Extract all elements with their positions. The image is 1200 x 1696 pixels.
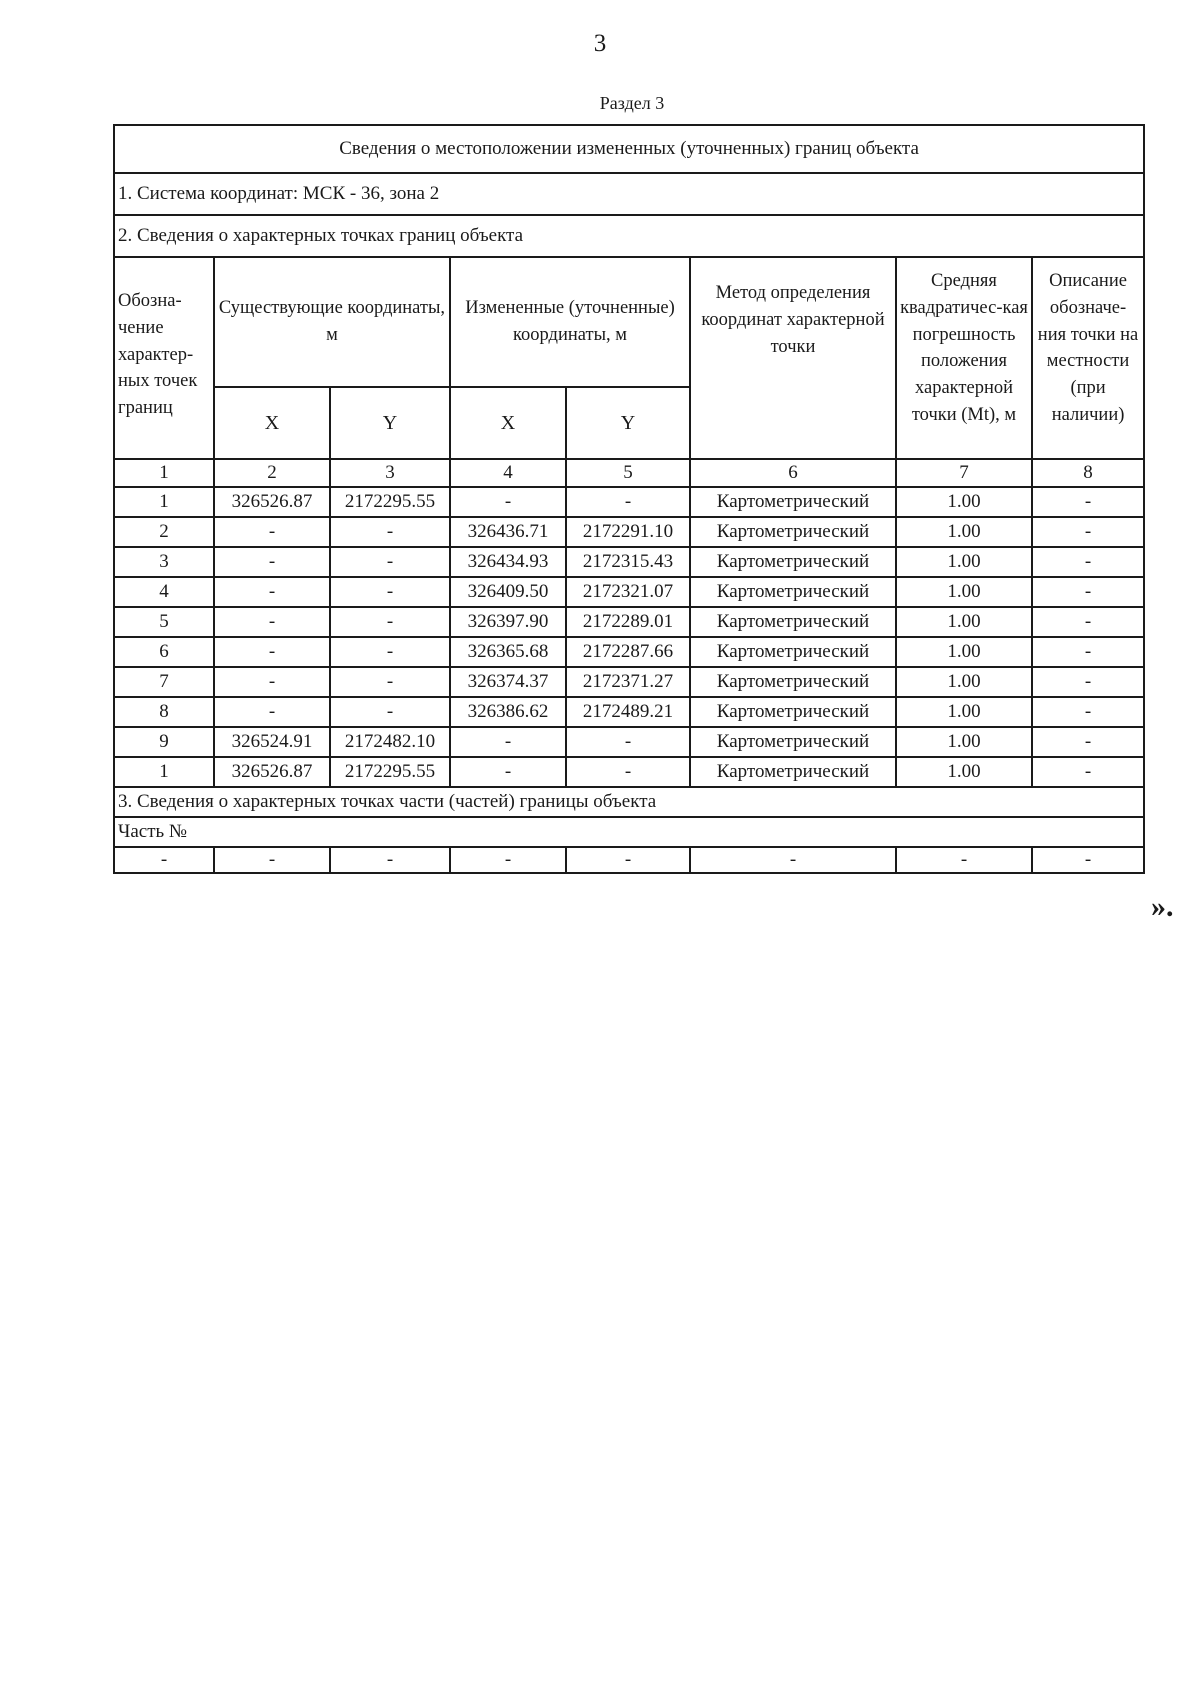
table-cell: 2172482.10 (330, 727, 450, 757)
table-cell: - (566, 487, 690, 517)
boundary-points-table (113, 124, 1145, 874)
table-title: Сведения о местоположении измененных (уточненных) границ объекта (114, 125, 1144, 173)
table-cell: - (214, 667, 330, 697)
table-cell: 9 (114, 727, 214, 757)
table-cell: 326365.68 (450, 637, 566, 667)
part-row (114, 847, 1144, 873)
table-cell: - (330, 637, 450, 667)
table-cell: 2172315.43 (566, 547, 690, 577)
table-cell: 6 (114, 637, 214, 667)
table-cell: 1.00 (896, 487, 1032, 517)
table-cell: - (450, 727, 566, 757)
part-cell: - (896, 847, 1032, 873)
column-number: 2 (214, 459, 330, 487)
table-cell: - (330, 577, 450, 607)
table-cell: 2 (114, 517, 214, 547)
table-row (114, 757, 1144, 787)
table-cell: Картометрический (690, 667, 896, 697)
table-row (114, 667, 1144, 697)
table-cell: 1.00 (896, 637, 1032, 667)
table-cell: - (450, 757, 566, 787)
table-cell: - (1032, 547, 1144, 577)
header-description: Описание обозначе-ния точки на местности (при наличии) (1032, 257, 1144, 459)
table-cell: - (214, 697, 330, 727)
header-changed-y: Y (566, 387, 690, 459)
table-cell: 326526.87 (214, 757, 330, 787)
table-cell: 2172289.01 (566, 607, 690, 637)
column-number: 6 (690, 459, 896, 487)
table-cell: - (214, 607, 330, 637)
table-cell: - (330, 697, 450, 727)
part-cell: - (566, 847, 690, 873)
table-cell: Картометрический (690, 637, 896, 667)
table-cell: 1.00 (896, 757, 1032, 787)
table-cell: 1.00 (896, 667, 1032, 697)
table-cell: 1.00 (896, 697, 1032, 727)
table-cell: - (1032, 607, 1144, 637)
table-cell: - (1032, 517, 1144, 547)
table-row (114, 607, 1144, 637)
table-cell: - (214, 517, 330, 547)
table-cell: - (330, 607, 450, 637)
table-cell: - (330, 517, 450, 547)
header-existing-x: X (214, 387, 330, 459)
table-cell: - (566, 727, 690, 757)
part-cell: - (450, 847, 566, 873)
table-cell: 326386.62 (450, 697, 566, 727)
table-cell: Картометрический (690, 607, 896, 637)
table-cell: - (1032, 487, 1144, 517)
table-row (114, 547, 1144, 577)
table-cell: 2172321.07 (566, 577, 690, 607)
table-cell: 326397.90 (450, 607, 566, 637)
part-label: Часть № (114, 817, 1144, 847)
header-method: Метод определения координат характерной точки (690, 257, 896, 459)
table-cell: Картометрический (690, 757, 896, 787)
table-cell: 3 (114, 547, 214, 577)
header-point-designation: Обозна-чение характер-ных точек границ (114, 257, 214, 459)
table-cell: - (330, 667, 450, 697)
header-existing-y: Y (330, 387, 450, 459)
table-cell: 2172291.10 (566, 517, 690, 547)
table-cell: - (1032, 697, 1144, 727)
table-cell: 7 (114, 667, 214, 697)
column-numbers-row (114, 459, 1144, 487)
table-cell: 5 (114, 607, 214, 637)
table-cell: Картометрический (690, 697, 896, 727)
points-heading: 2. Сведения о характерных точках границ объекта (114, 215, 1144, 257)
header-existing-coords: Существующие координаты, м (214, 257, 450, 387)
table-cell: 1.00 (896, 727, 1032, 757)
table-cell: 1 (114, 487, 214, 517)
column-number: 1 (114, 459, 214, 487)
table-row (114, 637, 1144, 667)
table-cell: Картометрический (690, 487, 896, 517)
table-cell: 2172295.55 (330, 757, 450, 787)
table-cell: 1.00 (896, 577, 1032, 607)
table-cell: - (214, 547, 330, 577)
column-number: 3 (330, 459, 450, 487)
table-cell: - (1032, 667, 1144, 697)
table-cell: 326374.37 (450, 667, 566, 697)
header-changed-coords: Измененные (уточненные) координаты, м (450, 257, 690, 387)
table-cell: Картометрический (690, 547, 896, 577)
column-number: 7 (896, 459, 1032, 487)
table-cell: 326524.91 (214, 727, 330, 757)
table-cell: 2172287.66 (566, 637, 690, 667)
table-row (114, 727, 1144, 757)
column-number: 4 (450, 459, 566, 487)
table-cell: - (1032, 757, 1144, 787)
table-cell: Картометрический (690, 517, 896, 547)
part-cell: - (1032, 847, 1144, 873)
closing-quote: ». (1151, 890, 1174, 923)
table-cell: 326409.50 (450, 577, 566, 607)
section-label: Раздел 3 (599, 93, 665, 113)
coordinate-system: 1. Система координат: МСК - 36, зона 2 (114, 173, 1144, 215)
table-row (114, 487, 1144, 517)
part-cell: - (114, 847, 214, 873)
page-number: 3 (593, 30, 607, 57)
table-cell: 326434.93 (450, 547, 566, 577)
header-changed-x: X (450, 387, 566, 459)
column-number: 5 (566, 459, 690, 487)
table-cell: Картометрический (690, 727, 896, 757)
part-cell: - (690, 847, 896, 873)
table-cell: 1 (114, 757, 214, 787)
table-cell: 4 (114, 577, 214, 607)
table-cell: 1.00 (896, 517, 1032, 547)
header-mean-error: Средняя квадратичес-кая погрешность положения характерной точки (Mt), м (896, 257, 1032, 459)
table-cell: 1.00 (896, 607, 1032, 637)
table-cell: - (450, 487, 566, 517)
table-cell: 1.00 (896, 547, 1032, 577)
table-cell: - (566, 757, 690, 787)
table-cell: - (214, 577, 330, 607)
table-cell: - (214, 637, 330, 667)
table-cell: - (1032, 577, 1144, 607)
table-cell: 2172489.21 (566, 697, 690, 727)
table-row (114, 697, 1144, 727)
table-row (114, 517, 1144, 547)
table-cell: Картометрический (690, 577, 896, 607)
table-cell: 2172295.55 (330, 487, 450, 517)
column-number: 8 (1032, 459, 1144, 487)
table-cell: - (1032, 637, 1144, 667)
table-cell: 8 (114, 697, 214, 727)
table-row (114, 577, 1144, 607)
table-cell: - (330, 547, 450, 577)
table-cell: 2172371.27 (566, 667, 690, 697)
part-cell: - (330, 847, 450, 873)
table-cell: 326436.71 (450, 517, 566, 547)
table-cell: 326526.87 (214, 487, 330, 517)
part-cell: - (214, 847, 330, 873)
table-cell: - (1032, 727, 1144, 757)
parts-heading: 3. Сведения о характерных точках части (частей) границы объекта (114, 787, 1144, 817)
